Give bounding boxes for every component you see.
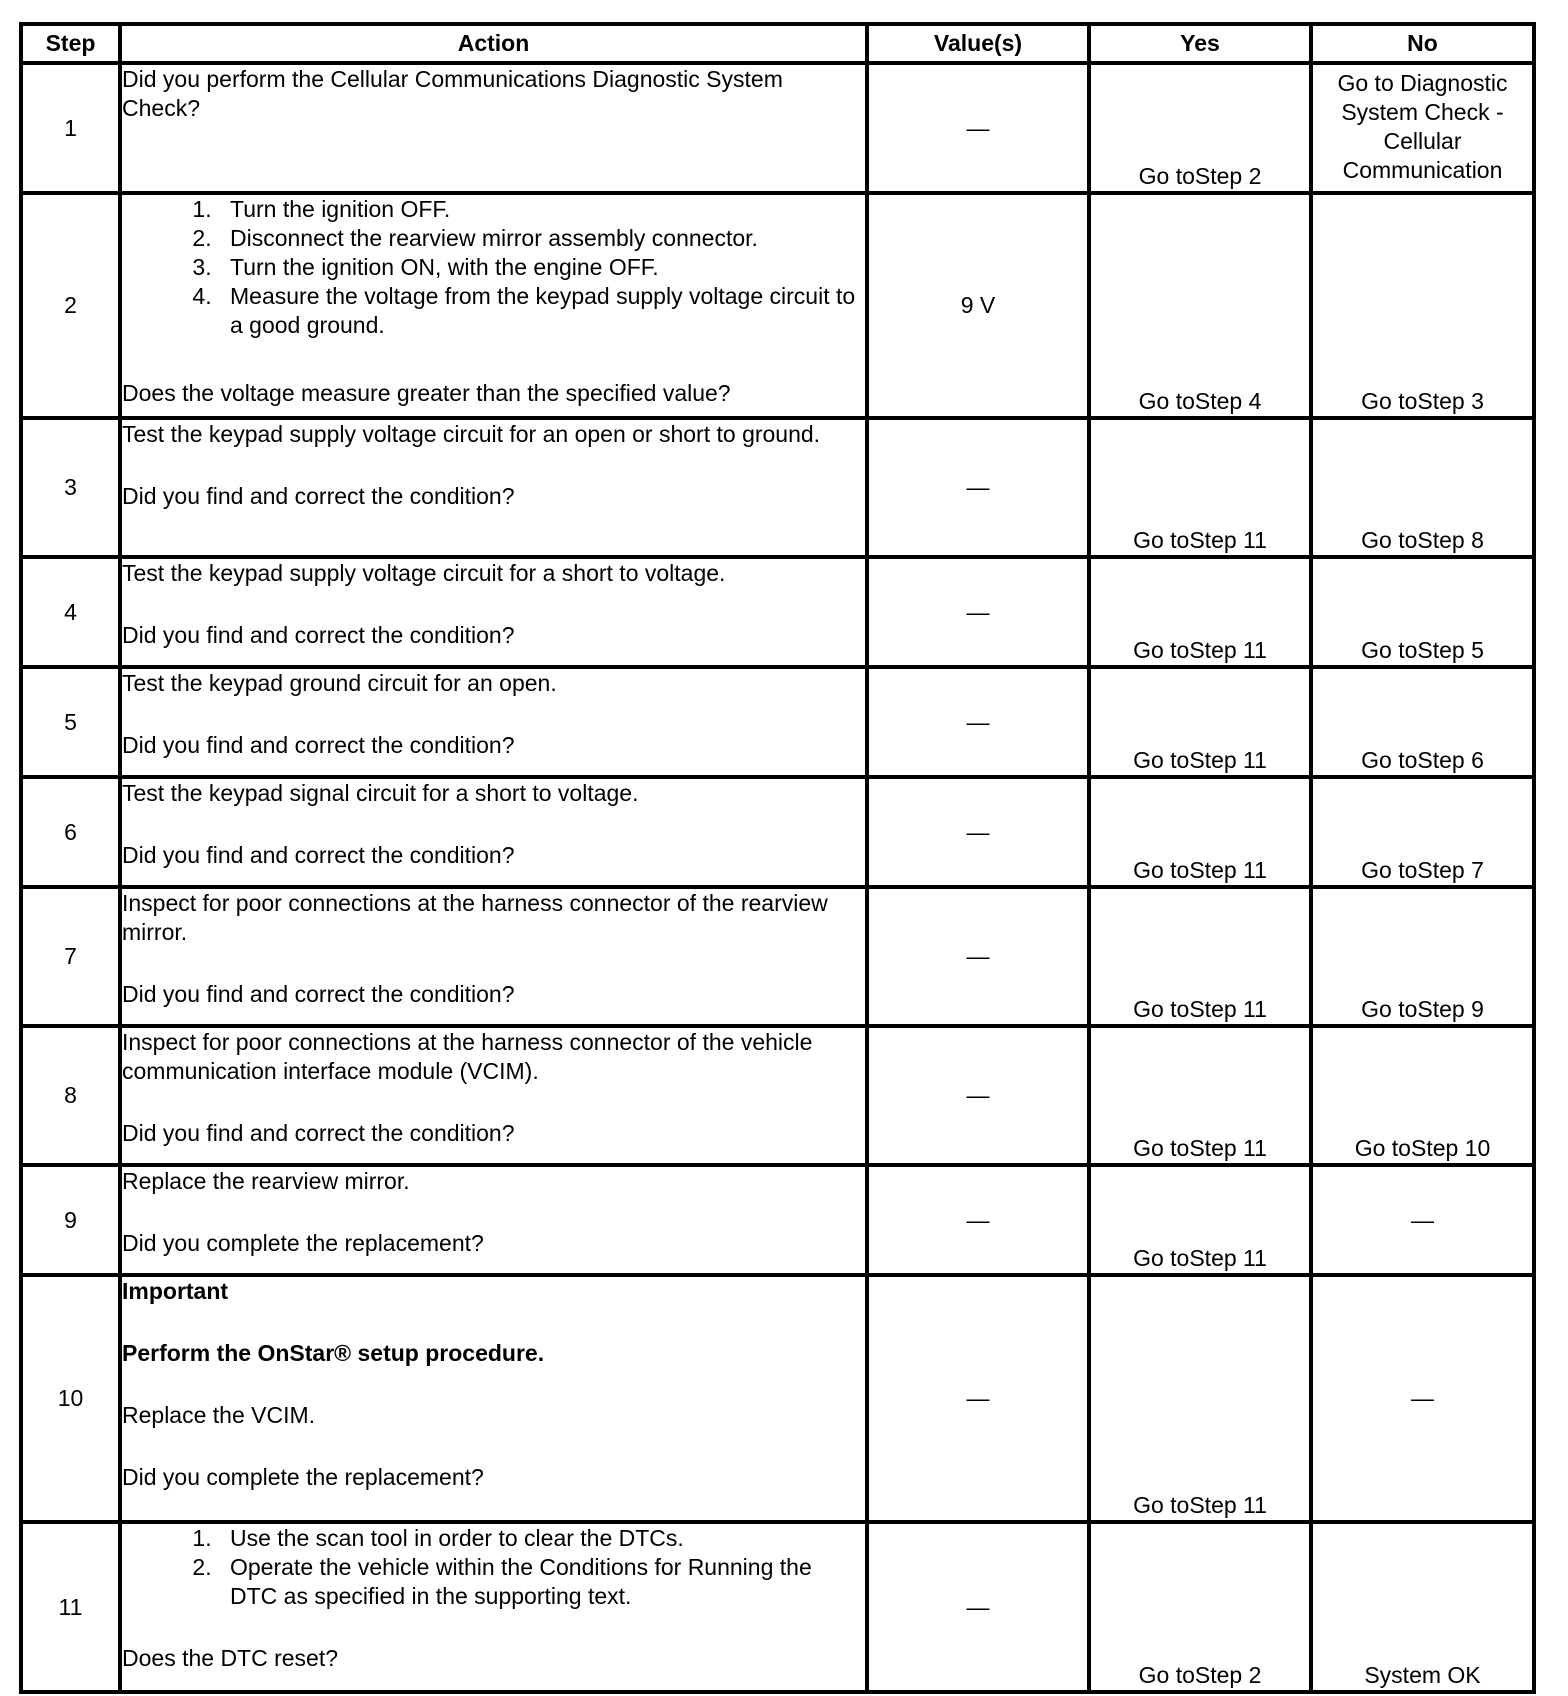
table-row: [21, 887, 1534, 1026]
yes-cell: Go toStep 11: [1089, 887, 1311, 1026]
header-row: [21, 24, 1534, 63]
step-number: 9: [21, 1165, 120, 1275]
action-question: Does the voltage measure greater than the specified value?: [122, 380, 731, 406]
action-cell: [120, 557, 867, 667]
table-row: [21, 667, 1534, 777]
action-steps-list: [122, 1524, 865, 1611]
table-row: [21, 193, 1534, 418]
yes-cell: Go toStep 11: [1089, 667, 1311, 777]
action-cell: [120, 1522, 867, 1692]
action-step-item: 2. Disconnect the rearview mirror assembly connector.: [218, 224, 865, 253]
action-step-item: 1. Use the scan tool in order to clear the DTCs.: [218, 1524, 865, 1553]
table-row: [21, 63, 1534, 193]
action-question: Does the DTC reset?: [122, 1645, 339, 1671]
value-cell: —: [867, 557, 1089, 667]
yes-cell: Go toStep 11: [1089, 1275, 1311, 1522]
value-cell: —: [867, 667, 1089, 777]
no-cell: Go toStep 9: [1311, 887, 1534, 1026]
value-cell: 9 V: [867, 193, 1089, 418]
yes-cell: Go toStep 4: [1089, 193, 1311, 418]
value-cell: —: [867, 1165, 1089, 1275]
action-question: Did you find and correct the condition?: [122, 732, 515, 758]
action-cell: [120, 777, 867, 887]
no-cell: Go toStep 6: [1311, 667, 1534, 777]
action-text: Inspect for poor connections at the harness connector of the rearview mirror.: [122, 890, 828, 945]
action-cell: [120, 1275, 867, 1522]
no-cell: —: [1311, 1275, 1534, 1522]
value-cell: —: [867, 63, 1089, 193]
yes-cell: Go toStep 2: [1089, 1522, 1311, 1692]
table-row: [21, 1522, 1534, 1692]
value-cell: —: [867, 1026, 1089, 1165]
no-cell: System OK: [1311, 1522, 1534, 1692]
action-question: Did you find and correct the condition?: [122, 483, 515, 509]
important-label: Important: [122, 1278, 229, 1304]
action-text: Test the keypad supply voltage circuit for an open or short to ground.: [122, 421, 821, 447]
value-cell: —: [867, 1275, 1089, 1522]
action-question: Did you complete the replacement?: [122, 1230, 484, 1256]
action-step-item: 4. Measure the voltage from the keypad supply voltage circuit to a good ground.: [218, 282, 865, 340]
diagnostic-table: [19, 22, 1536, 1694]
step-number: 4: [21, 557, 120, 667]
no-cell: Go toStep 8: [1311, 418, 1534, 557]
action-text: Test the keypad signal circuit for a short to voltage.: [122, 780, 639, 806]
important-text: Perform the OnStar® setup procedure.: [122, 1340, 545, 1366]
table-row: [21, 1026, 1534, 1165]
no-cell: Go toStep 3: [1311, 193, 1534, 418]
action-question: Did you find and correct the condition?: [122, 842, 515, 868]
step-number: 11: [21, 1522, 120, 1692]
action-question: Did you complete the replacement?: [122, 1464, 484, 1490]
action-step-item: 2. Operate the vehicle within the Conditions for Running the DTC as specified in the supporting text.: [218, 1553, 865, 1611]
no-cell: Go toStep 7: [1311, 777, 1534, 887]
action-text: Test the keypad supply voltage circuit for a short to voltage.: [122, 560, 726, 586]
action-cell: [120, 418, 867, 557]
action-text: Replace the rearview mirror.: [122, 1168, 410, 1194]
action-text: Replace the VCIM.: [122, 1402, 316, 1428]
yes-cell: Go toStep 11: [1089, 1165, 1311, 1275]
no-cell: Go toStep 10: [1311, 1026, 1534, 1165]
yes-cell: Go toStep 11: [1089, 1026, 1311, 1165]
step-number: 2: [21, 193, 120, 418]
value-cell: —: [867, 1522, 1089, 1692]
action-cell: [120, 63, 867, 193]
table-row: [21, 557, 1534, 667]
value-cell: —: [867, 418, 1089, 557]
action-steps-list: [122, 195, 865, 340]
action-question: Did you find and correct the condition?: [122, 622, 515, 648]
action-cell: [120, 667, 867, 777]
step-number: 5: [21, 667, 120, 777]
table-row: [21, 777, 1534, 887]
no-cell: Go to Diagnostic System Check - Cellular Communication: [1311, 63, 1534, 193]
value-cell: —: [867, 887, 1089, 1026]
yes-cell: Go toStep 11: [1089, 418, 1311, 557]
yes-cell: Go toStep 11: [1089, 557, 1311, 667]
action-cell: [120, 1026, 867, 1165]
header-action: Action: [120, 24, 867, 63]
step-number: 1: [21, 63, 120, 193]
no-cell: Go toStep 5: [1311, 557, 1534, 667]
header-values: Value(s): [867, 24, 1089, 63]
action-text: Test the keypad ground circuit for an open.: [122, 670, 557, 696]
table-row: [21, 1165, 1534, 1275]
action-step-item: 3. Turn the ignition ON, with the engine OFF.: [218, 253, 865, 282]
step-number: 8: [21, 1026, 120, 1165]
step-number: 7: [21, 887, 120, 1026]
step-number: 10: [21, 1275, 120, 1522]
header-no: No: [1311, 24, 1534, 63]
action-cell: [120, 887, 867, 1026]
action-text: Did you perform the Cellular Communications Diagnostic System Check?: [122, 66, 783, 121]
action-question: Did you find and correct the condition?: [122, 981, 515, 1007]
step-number: 3: [21, 418, 120, 557]
action-step-item: 1. Turn the ignition OFF.: [218, 195, 865, 224]
yes-cell: Go toStep 2: [1089, 63, 1311, 193]
yes-cell: Go toStep 11: [1089, 777, 1311, 887]
header-step: Step: [21, 24, 120, 63]
action-question: Did you find and correct the condition?: [122, 1120, 515, 1146]
step-number: 6: [21, 777, 120, 887]
action-cell: [120, 1165, 867, 1275]
action-text: Inspect for poor connections at the harness connector of the vehicle communication interface module (VCIM).: [122, 1029, 813, 1084]
table-row: [21, 418, 1534, 557]
action-cell: [120, 193, 867, 418]
table-row: [21, 1275, 1534, 1522]
value-cell: —: [867, 777, 1089, 887]
no-cell: —: [1311, 1165, 1534, 1275]
header-yes: Yes: [1089, 24, 1311, 63]
